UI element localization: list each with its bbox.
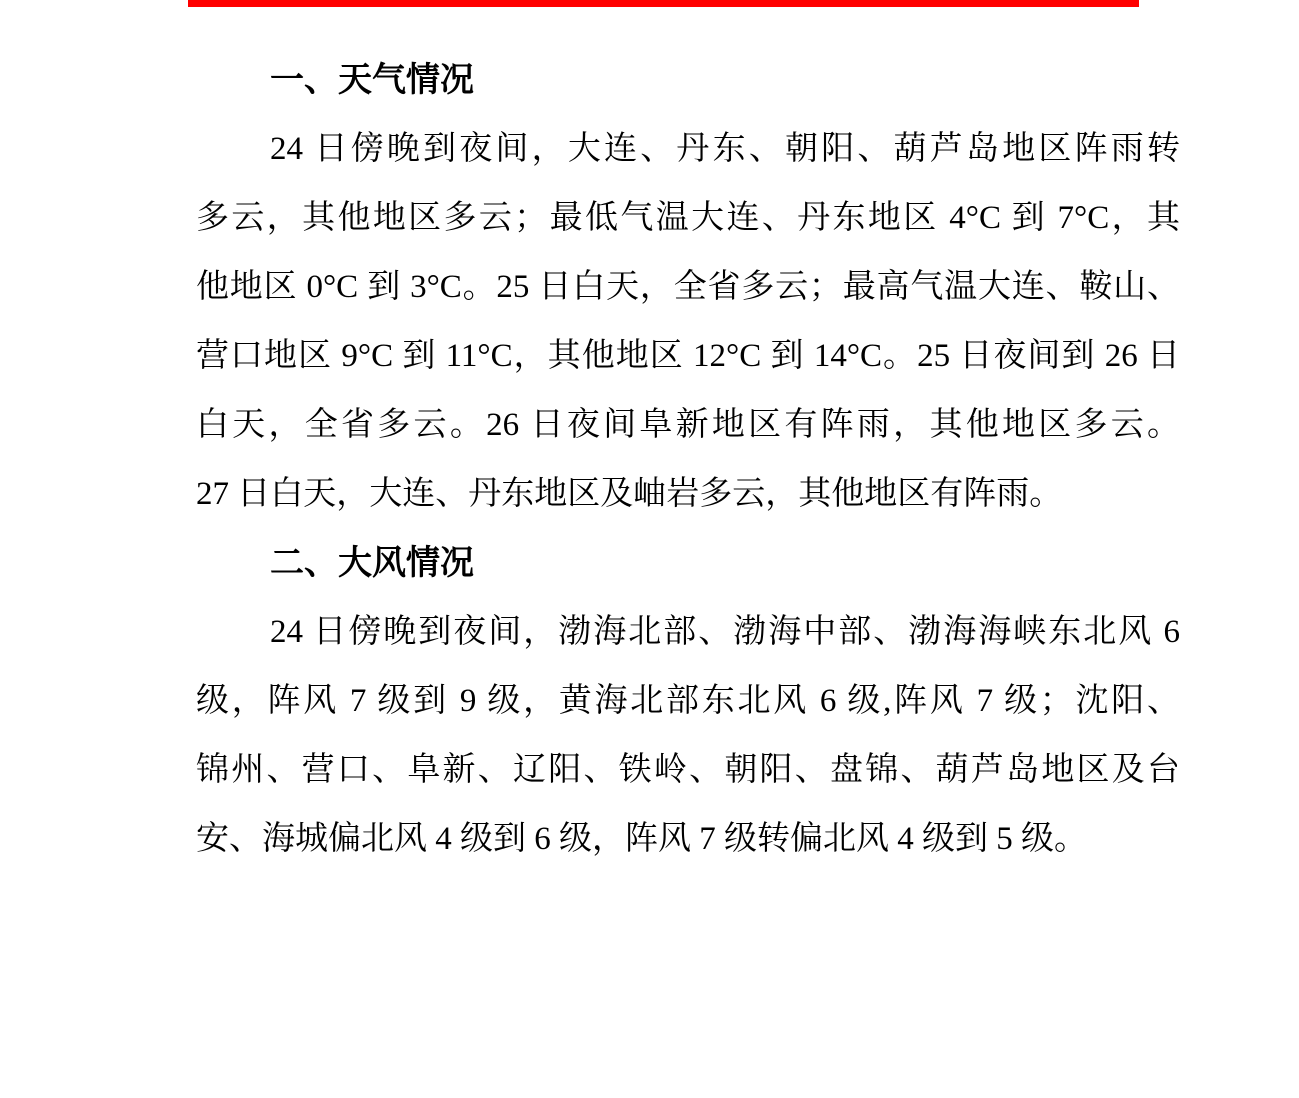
weather-paragraph-line-2: 多云，其他地区多云；最低气温大连、丹东地区 4°C 到 7°C，其: [196, 200, 1180, 236]
weather-paragraph-line-3: 他地区 0°C 到 3°C。25 日白天，全省多云；最高气温大连、鞍山、: [196, 269, 1180, 305]
section-heading-wind: 二、大风情况: [270, 544, 474, 582]
weather-paragraph-line-5: 白天，全省多云。26 日夜间阜新地区有阵雨，其他地区多云。: [196, 407, 1180, 443]
header-red-rule: [188, 0, 1139, 7]
weather-paragraph-line-4: 营口地区 9°C 到 11°C，其他地区 12°C 到 14°C。25 日夜间到 26 日: [196, 338, 1180, 374]
wind-paragraph-line-1: 24 日傍晚到夜间，渤海北部、渤海中部、渤海海峡东北风 6: [270, 614, 1180, 650]
wind-paragraph-line-2: 级，阵风 7 级到 9 级，黄海北部东北风 6 级,阵风 7 级；沈阳、: [196, 683, 1180, 719]
document-body: [196, 46, 1180, 874]
section-heading-weather: 一、天气情况: [270, 61, 474, 99]
weather-paragraph-line-6: 27 日白天，大连、丹东地区及岫岩多云，其他地区有阵雨。: [196, 476, 1063, 512]
weather-paragraph-line-1: 24 日傍晚到夜间，大连、丹东、朝阳、葫芦岛地区阵雨转: [270, 131, 1180, 167]
wind-paragraph-line-4: 安、海城偏北风 4 级到 6 级，阵风 7 级转偏北风 4 级到 5 级。: [196, 821, 1087, 857]
wind-paragraph-line-3: 锦州、营口、阜新、辽阳、铁岭、朝阳、盘锦、葫芦岛地区及台: [196, 752, 1180, 788]
